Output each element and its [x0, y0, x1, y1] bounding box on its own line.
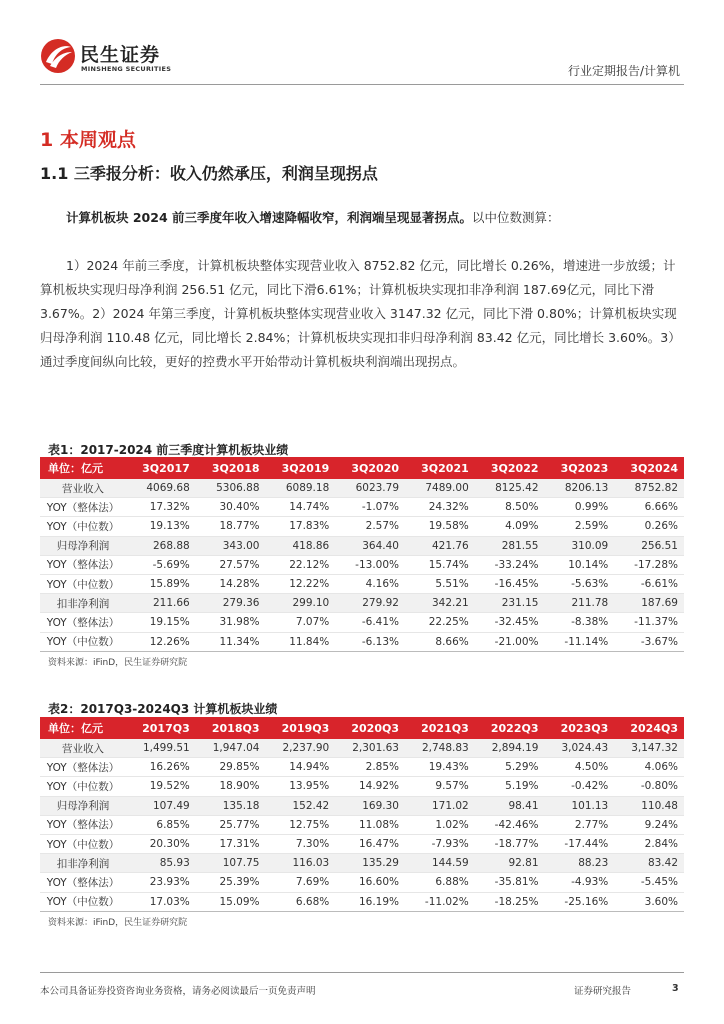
table-cell: 211.78 [545, 594, 615, 613]
table-cell: 12.26% [126, 632, 196, 651]
table-cell: 15.09% [196, 892, 266, 911]
table-cell: 16.60% [335, 873, 405, 892]
table-cell: 2.59% [545, 517, 615, 536]
table2-source: 资料来源：iFinD，民生证券研究院 [48, 918, 188, 928]
table-cell: 169.30 [335, 796, 405, 815]
table-cell: 2,748.83 [405, 739, 475, 758]
table-cell: 2.85% [335, 758, 405, 777]
row-label: YOY（中位数） [40, 834, 126, 853]
intro-paragraph [40, 206, 684, 230]
table-cell: 364.40 [335, 536, 405, 555]
table-cell: 5.29% [475, 758, 545, 777]
table-row [40, 479, 684, 498]
table-cell: 11.08% [335, 815, 405, 834]
table-cell: 6023.79 [335, 479, 405, 498]
table-cell: 19.15% [126, 613, 196, 632]
table-cell: -17.28% [614, 555, 684, 574]
table-cell: 8.50% [475, 498, 545, 517]
column-header: 3Q2018 [196, 457, 266, 479]
table-cell: 16.26% [126, 758, 196, 777]
table-cell: -8.38% [545, 613, 615, 632]
table-cell: -5.63% [545, 574, 615, 593]
table-cell: -33.24% [475, 555, 545, 574]
table-row [40, 594, 684, 613]
table-cell: 25.77% [196, 815, 266, 834]
column-header: 2019Q3 [266, 717, 336, 739]
table-row [40, 574, 684, 593]
table-cell: 16.19% [335, 892, 405, 911]
table-cell: 17.83% [266, 517, 336, 536]
table-cell: 3,147.32 [614, 739, 684, 758]
row-label: 扣非净利润 [40, 854, 126, 873]
table-cell: 6.85% [126, 815, 196, 834]
row-label: YOY（中位数） [40, 892, 126, 911]
subsection-title: 1.1 三季报分析：收入仍然承压，利润呈现拐点 [40, 164, 378, 183]
table-cell: 30.40% [196, 498, 266, 517]
row-label: YOY（中位数） [40, 517, 126, 536]
column-header: 3Q2017 [126, 457, 196, 479]
table-cell: -5.69% [126, 555, 196, 574]
table-cell: -11.14% [545, 632, 615, 651]
table-cell: 24.32% [405, 498, 475, 517]
column-header: 2021Q3 [405, 717, 475, 739]
report-type: 行业定期报告/计算机 [567, 64, 680, 78]
row-label: 归母净利润 [40, 536, 126, 555]
column-header: 3Q2020 [335, 457, 405, 479]
section-title: 1 本周观点 [40, 129, 136, 151]
table-cell: 23.93% [126, 873, 196, 892]
table-cell: 29.85% [196, 758, 266, 777]
table-cell: -1.07% [335, 498, 405, 517]
row-label: 营业收入 [40, 739, 126, 758]
table-cell: 211.66 [126, 594, 196, 613]
table-cell: 18.77% [196, 517, 266, 536]
table-cell: 14.74% [266, 498, 336, 517]
footer-divider [40, 972, 684, 973]
table-cell: 135.18 [196, 796, 266, 815]
logo-text-cn: 民生证券 [80, 44, 161, 66]
table-cell: -32.45% [475, 613, 545, 632]
table-cell: 85.93 [126, 854, 196, 873]
table-cell: 14.28% [196, 574, 266, 593]
table-cell: 4.06% [614, 758, 684, 777]
table-cell: 3,024.43 [545, 739, 615, 758]
column-header: 3Q2021 [405, 457, 475, 479]
table-cell: -4.93% [545, 873, 615, 892]
table-cell: 9.57% [405, 777, 475, 796]
unit-header: 单位：亿元 [40, 457, 126, 479]
table-cell: 107.75 [196, 854, 266, 873]
table-cell: 12.75% [266, 815, 336, 834]
table-cell: 116.03 [266, 854, 336, 873]
table-cell: 5.51% [405, 574, 475, 593]
table-cell: -7.93% [405, 834, 475, 853]
table-cell: 171.02 [405, 796, 475, 815]
table-cell: 17.32% [126, 498, 196, 517]
header-divider [40, 84, 684, 85]
table-cell: 7.07% [266, 613, 336, 632]
table-header-row [40, 457, 684, 479]
table-cell: 342.21 [405, 594, 475, 613]
table-cell: 421.76 [405, 536, 475, 555]
column-header: 2024Q3 [614, 717, 684, 739]
table-cell: 10.14% [545, 555, 615, 574]
table-cell: -11.02% [405, 892, 475, 911]
table-cell: 6.88% [405, 873, 475, 892]
company-logo [40, 38, 200, 78]
table-cell: 1,947.04 [196, 739, 266, 758]
table-row [40, 517, 684, 536]
row-label: YOY（整体法） [40, 498, 126, 517]
table-cell: -18.77% [475, 834, 545, 853]
table-cell: 12.22% [266, 574, 336, 593]
table-cell: 2.77% [545, 815, 615, 834]
row-label: YOY（中位数） [40, 574, 126, 593]
table-cell: 22.12% [266, 555, 336, 574]
table-cell: 135.29 [335, 854, 405, 873]
table-cell: 8.66% [405, 632, 475, 651]
table-cell: 18.90% [196, 777, 266, 796]
row-label: YOY（整体法） [40, 758, 126, 777]
table-row [40, 739, 684, 758]
table-cell: 98.41 [475, 796, 545, 815]
column-header: 2018Q3 [196, 717, 266, 739]
table-cell: 2,237.90 [266, 739, 336, 758]
footer-label: 证券研究报告 [574, 986, 632, 997]
table-cell: 101.13 [545, 796, 615, 815]
table-cell: 5306.88 [196, 479, 266, 498]
performance-table-q3 [40, 717, 684, 912]
row-label: 归母净利润 [40, 796, 126, 815]
table-cell: 110.48 [614, 796, 684, 815]
table-cell: 152.42 [266, 796, 336, 815]
table-cell: 4.16% [335, 574, 405, 593]
table-cell: 2.84% [614, 834, 684, 853]
table-cell: 15.89% [126, 574, 196, 593]
table-cell: 6.66% [614, 498, 684, 517]
table-cell: 15.74% [405, 555, 475, 574]
table-cell: 22.25% [405, 613, 475, 632]
table-cell: 310.09 [545, 536, 615, 555]
table-cell: -6.13% [335, 632, 405, 651]
table-row [40, 873, 684, 892]
logo-text-en: MINSHENG SECURITIES [81, 65, 172, 73]
table-cell: 9.24% [614, 815, 684, 834]
table-cell: 6.68% [266, 892, 336, 911]
table-cell: 418.86 [266, 536, 336, 555]
row-label: YOY（整体法） [40, 815, 126, 834]
table-row [40, 892, 684, 911]
table-cell: 27.57% [196, 555, 266, 574]
page-number: 3 [672, 983, 679, 994]
table-cell: -17.44% [545, 834, 615, 853]
table-cell: 13.95% [266, 777, 336, 796]
table-cell: 256.51 [614, 536, 684, 555]
table-row [40, 777, 684, 796]
column-header: 2023Q3 [545, 717, 615, 739]
table-cell: 16.47% [335, 834, 405, 853]
table-cell: 4069.68 [126, 479, 196, 498]
table-cell: 14.94% [266, 758, 336, 777]
performance-table-ytd [40, 457, 684, 652]
table-cell: 6089.18 [266, 479, 336, 498]
table-cell: -0.42% [545, 777, 615, 796]
table-cell: 279.36 [196, 594, 266, 613]
table-cell: 1.02% [405, 815, 475, 834]
page-header [0, 0, 724, 86]
table-cell: -25.16% [545, 892, 615, 911]
table-cell: 279.92 [335, 594, 405, 613]
table-cell: 0.99% [545, 498, 615, 517]
row-label: YOY（整体法） [40, 555, 126, 574]
table-cell: 8206.13 [545, 479, 615, 498]
table-cell: 17.31% [196, 834, 266, 853]
table-cell: -16.45% [475, 574, 545, 593]
table-cell: 299.10 [266, 594, 336, 613]
table-cell: 4.09% [475, 517, 545, 536]
table-cell: 20.30% [126, 834, 196, 853]
table-cell: 107.49 [126, 796, 196, 815]
table-row [40, 498, 684, 517]
row-label: YOY（整体法） [40, 613, 126, 632]
table-cell: 2.57% [335, 517, 405, 536]
table-row [40, 815, 684, 834]
table-cell: -35.81% [475, 873, 545, 892]
row-label: YOY（中位数） [40, 777, 126, 796]
table-cell: -6.61% [614, 574, 684, 593]
table-cell: 0.26% [614, 517, 684, 536]
intro-bold-text: 计算机板块 2024 前三季度年收入增速降幅收窄，利润端呈现显著拐点。 [66, 210, 472, 225]
intro-text: 以中位数测算： [472, 210, 560, 225]
table-row [40, 758, 684, 777]
table-cell: 88.23 [545, 854, 615, 873]
table-row [40, 536, 684, 555]
table-cell: 14.92% [335, 777, 405, 796]
table-row [40, 632, 684, 651]
table1-caption: 表1：2017-2024 前三季度计算机板块业绩 [48, 443, 289, 457]
table-cell: 281.55 [475, 536, 545, 555]
row-label: YOY（整体法） [40, 873, 126, 892]
table-row [40, 796, 684, 815]
table-cell: 2,301.63 [335, 739, 405, 758]
table-cell: 8752.82 [614, 479, 684, 498]
column-header: 2020Q3 [335, 717, 405, 739]
row-label: 营业收入 [40, 479, 126, 498]
table-cell: 3.60% [614, 892, 684, 911]
table-cell: 8125.42 [475, 479, 545, 498]
table-cell: 19.13% [126, 517, 196, 536]
table-cell: 19.58% [405, 517, 475, 536]
table-cell: 19.52% [126, 777, 196, 796]
row-label: YOY（中位数） [40, 632, 126, 651]
table-cell: -0.80% [614, 777, 684, 796]
table-cell: 187.69 [614, 594, 684, 613]
table-cell: -21.00% [475, 632, 545, 651]
table-row [40, 834, 684, 853]
column-header: 3Q2019 [266, 457, 336, 479]
table1-source: 资料来源：iFinD，民生证券研究院 [48, 658, 188, 668]
table-header-row [40, 717, 684, 739]
table-cell: 19.43% [405, 758, 475, 777]
unit-header: 单位：亿元 [40, 717, 126, 739]
column-header: 2017Q3 [126, 717, 196, 739]
table-cell: 7489.00 [405, 479, 475, 498]
table-cell: 5.19% [475, 777, 545, 796]
table2-caption: 表2：2017Q3-2024Q3 计算机板块业绩 [48, 702, 278, 716]
table-cell: 144.59 [405, 854, 475, 873]
column-header: 3Q2022 [475, 457, 545, 479]
table-cell: 17.03% [126, 892, 196, 911]
minsheng-logo-icon [40, 38, 76, 74]
analysis-paragraph: 1）2024 年前三季度，计算机板块整体实现营业收入 8752.82 亿元，同比增长 0.26%，增速进一步放缓；计算机板块实现归母净利润 256.51 亿元，同比下滑6.61%；计算机板块实现扣非净利润 187.69亿元，同比下滑 3.67%。2）2024 年第三季度，计算机板块整体实现营业收入 3147.32 亿元，同比下滑 0.80%；计算机板块实现归母净利润 110.48 亿元，同比增长 2.84%；计算机板块实现扣非归母净利润 83.42 亿元，同比增长 3.60%。3）通过季度间纵向比较，更好的控费水平开始带动计算机板块利润端出现拐点。 [40, 258, 681, 369]
table-cell: -18.25% [475, 892, 545, 911]
table-cell: -42.46% [475, 815, 545, 834]
table-cell: -5.45% [614, 873, 684, 892]
row-label: 扣非净利润 [40, 594, 126, 613]
table-cell: 2,894.19 [475, 739, 545, 758]
table-cell: 1,499.51 [126, 739, 196, 758]
table-cell: 11.34% [196, 632, 266, 651]
table-cell: 4.50% [545, 758, 615, 777]
table-cell: 83.42 [614, 854, 684, 873]
table-cell: -11.37% [614, 613, 684, 632]
table-cell: 92.81 [475, 854, 545, 873]
table-cell: -6.41% [335, 613, 405, 632]
table-cell: 231.15 [475, 594, 545, 613]
table-cell: 11.84% [266, 632, 336, 651]
table-cell: 343.00 [196, 536, 266, 555]
table-cell: 31.98% [196, 613, 266, 632]
table-cell: -13.00% [335, 555, 405, 574]
column-header: 2022Q3 [475, 717, 545, 739]
table-row [40, 854, 684, 873]
column-header: 3Q2024 [614, 457, 684, 479]
table-cell: 7.30% [266, 834, 336, 853]
table-cell: 268.88 [126, 536, 196, 555]
footer-disclaimer: 本公司具备证券投资咨询业务资格，请务必阅读最后一页免责声明 [40, 986, 316, 997]
table-row [40, 613, 684, 632]
table-cell: -3.67% [614, 632, 684, 651]
table-row [40, 555, 684, 574]
table-cell: 7.69% [266, 873, 336, 892]
table-cell: 25.39% [196, 873, 266, 892]
column-header: 3Q2023 [545, 457, 615, 479]
